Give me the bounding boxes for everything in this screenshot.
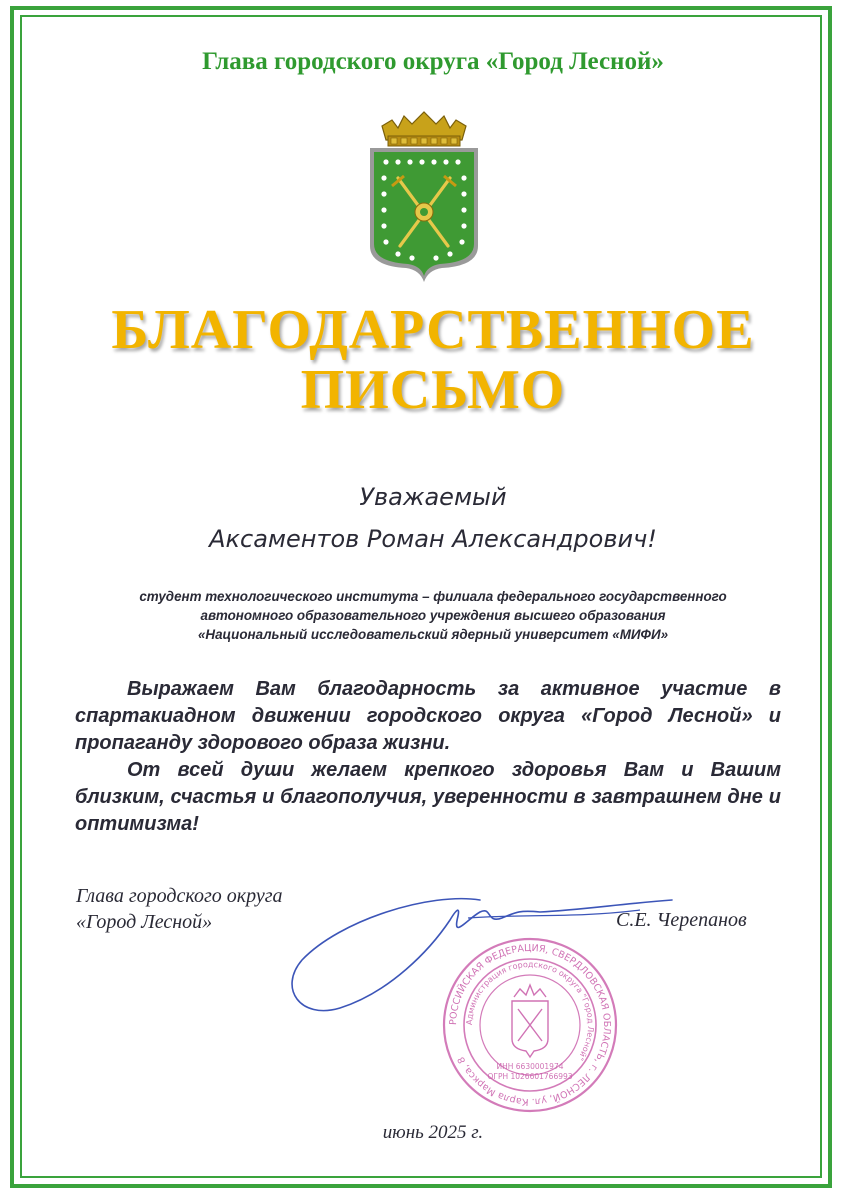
- coat-of-arms-icon: [364, 106, 484, 286]
- document-title-line2: ПИСЬМО: [300, 359, 566, 421]
- recipient-affiliation: [0, 587, 866, 644]
- handwritten-signature: [280, 880, 680, 1030]
- letter-body: [75, 676, 781, 838]
- position-line: «Город Лесной»: [76, 911, 213, 933]
- header-title: Глава городского округа «Город Лесной»: [202, 48, 664, 75]
- document-date: июнь 2025 г.: [382, 1122, 484, 1143]
- position-line: Глава городского округа: [76, 885, 283, 907]
- shield-icon: [370, 148, 478, 282]
- salutation: Уважаемый: [359, 483, 507, 511]
- stamp-middle-text: Администрация городского округа "Город Лесной": [464, 959, 596, 1063]
- body-paragraph: Выражаем Вам благодарность за активное участие в спартакиадном движении городского округа «Город Лесной» и пропаганду здорового образа жизни.: [75, 678, 781, 754]
- signatory-name: С.Е. Черепанов: [616, 909, 747, 931]
- affiliation-line: «Национальный исследовательский ядерный университет «МИФИ»: [197, 627, 669, 642]
- affiliation-line: студент технологического института – филиала федерального государственного: [139, 589, 727, 604]
- stamp-ogrn: ОГРН 1026601766993: [487, 1072, 573, 1081]
- crown-icon: [382, 112, 466, 146]
- affiliation-line: автономного образовательного учреждения высшего образования: [200, 608, 666, 623]
- document-title-line1: БЛАГОДАРСТВЕННОЕ: [111, 299, 755, 361]
- stamp-outer-text: РОССИЙСКАЯ ФЕДЕРАЦИЯ, СВЕРДЛОВСКАЯ ОБЛАСТЬ, г. ЛЕСНОЙ, ул. Карла Маркса, 8: [447, 942, 613, 1108]
- recipient-name: Аксаментов Роман Александрович!: [209, 525, 657, 553]
- stamp-inn: ИНН 6630001974: [496, 1062, 564, 1071]
- body-paragraph: От всей души желаем крепкого здоровья Вам и Вашим близким, счастья и благополучия, уверенности в завтрашнем дне и оптимизма!: [75, 759, 781, 835]
- signatory-position: [76, 883, 283, 935]
